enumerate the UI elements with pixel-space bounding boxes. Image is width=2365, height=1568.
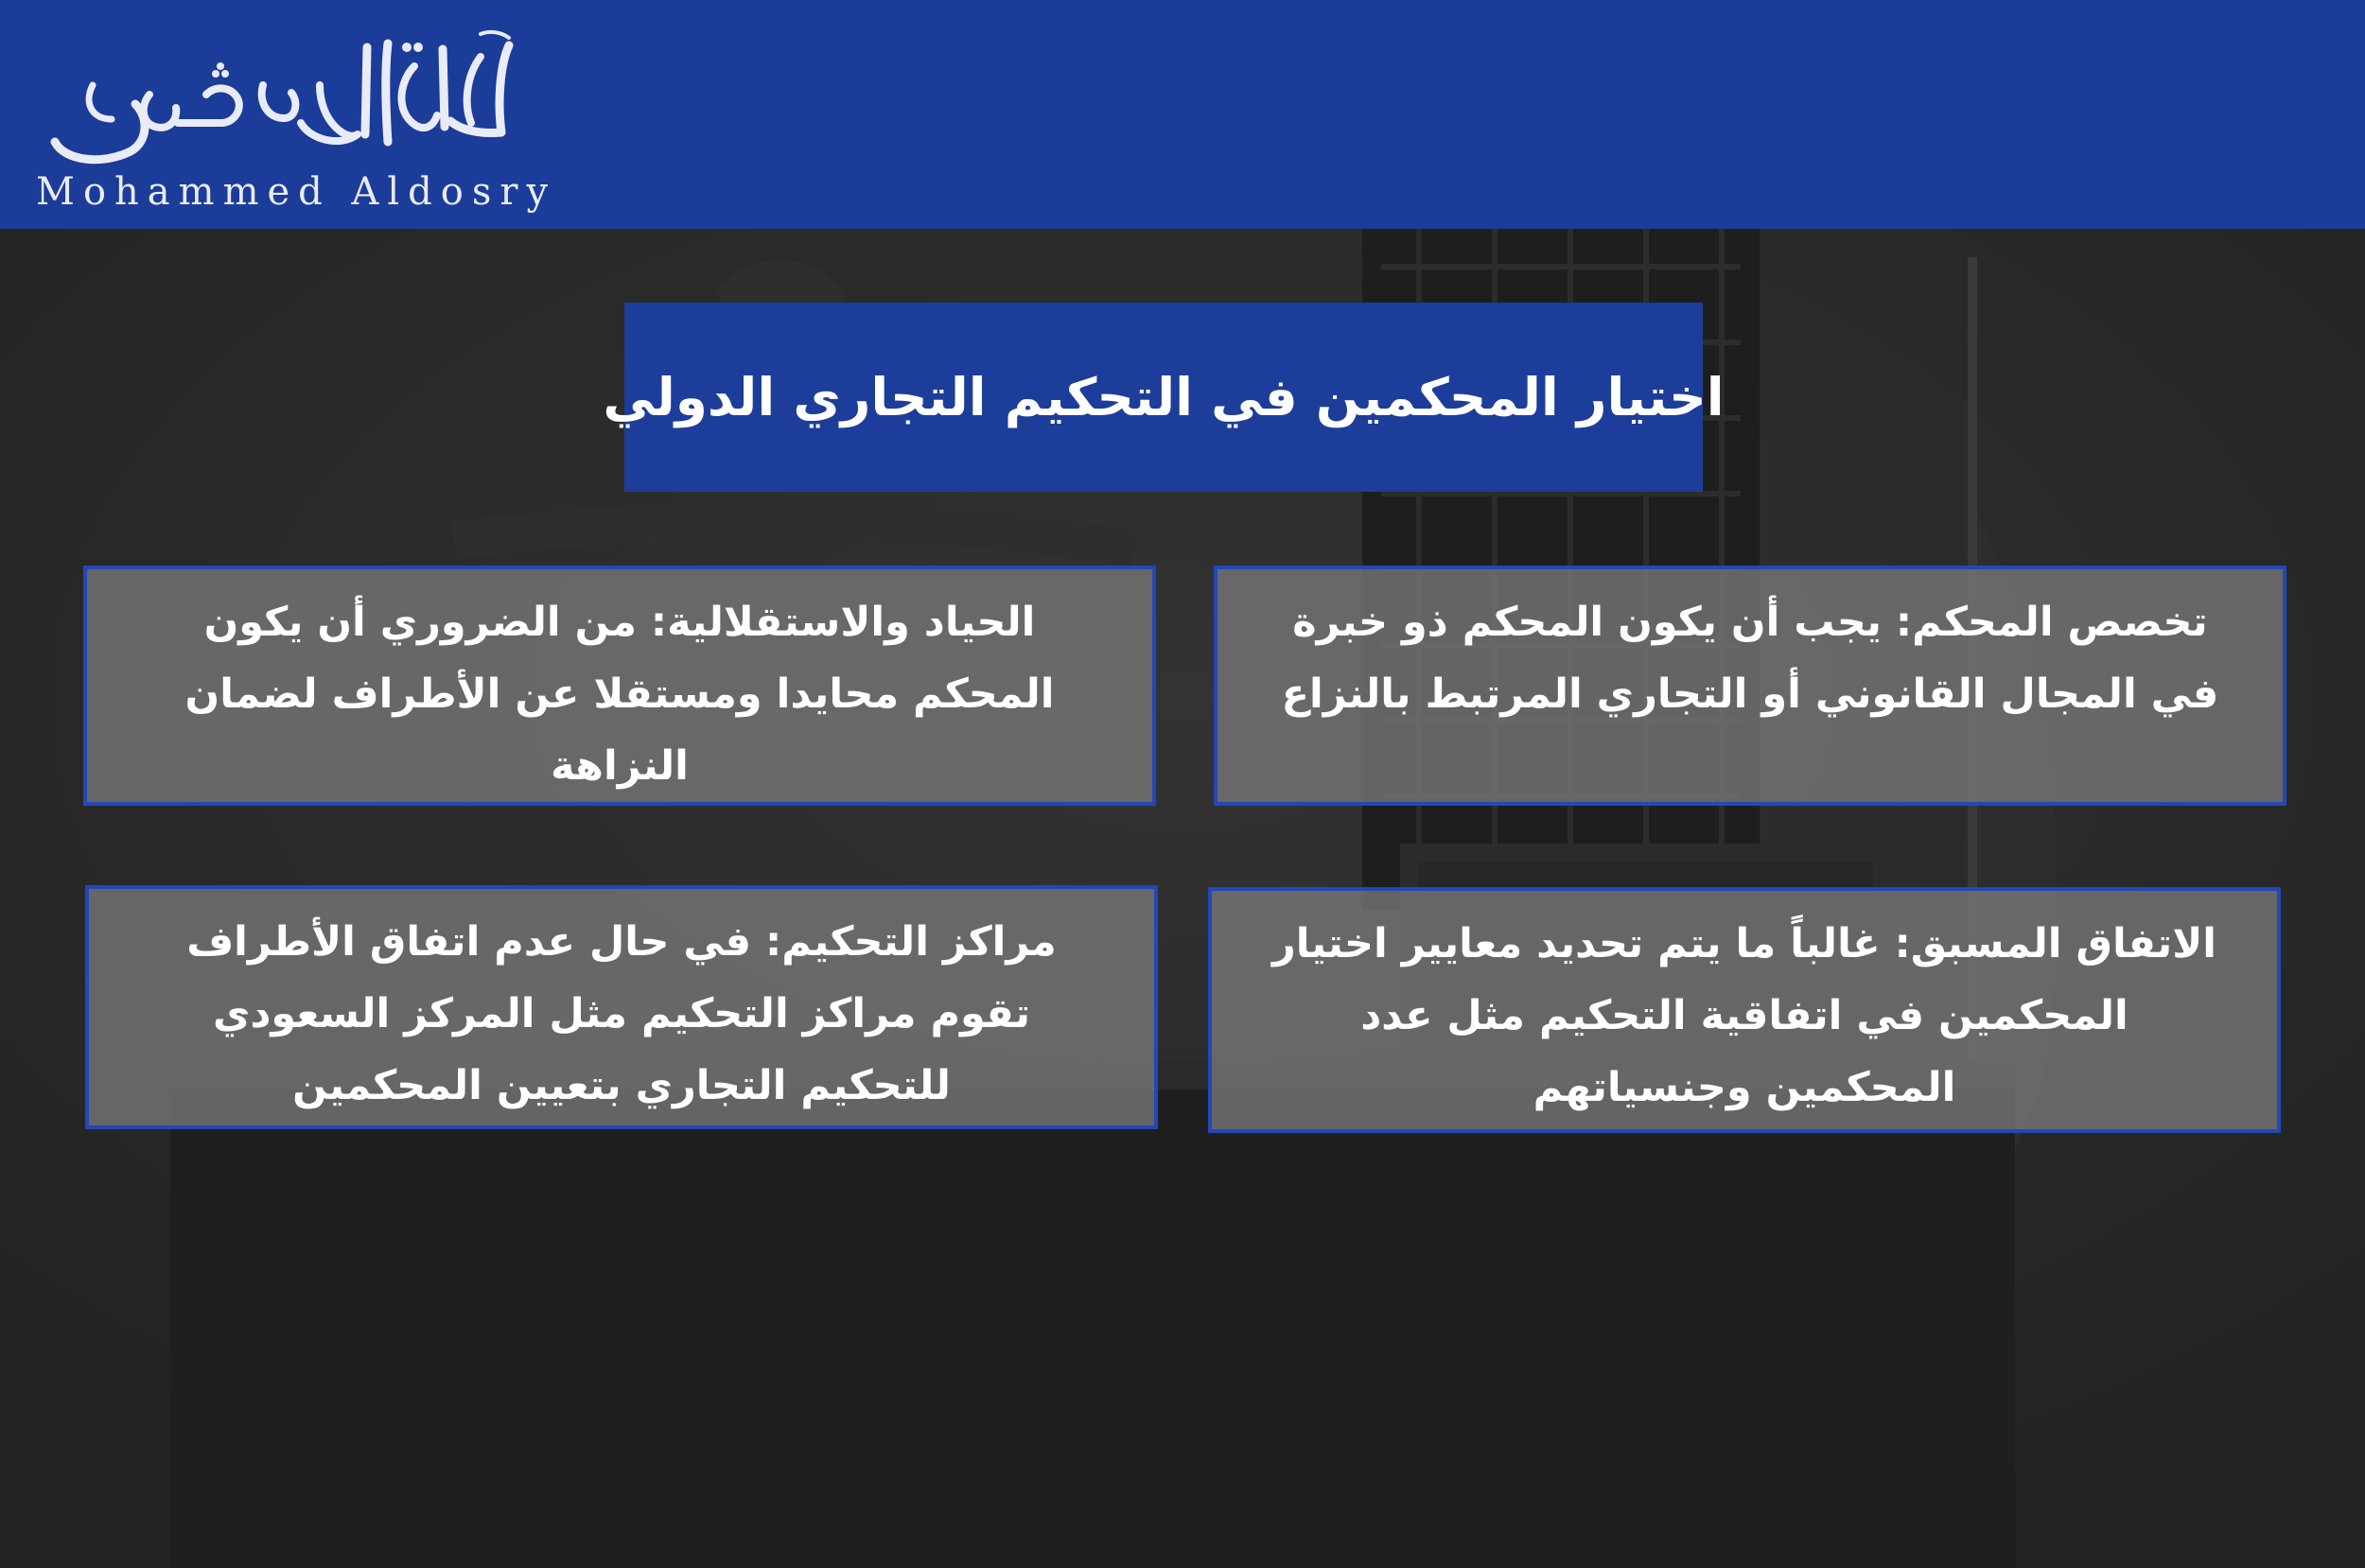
logo-latin-text: Mohammed Aldosry	[36, 170, 557, 214]
card-text: الاتفاق المسبق: غالباً ما يتم تحديد معايير اختيار المحكمين في اتفاقية التحكيم مثل عدد المحكمين وجنسياتهم	[1272, 920, 2216, 1111]
brand-logo[interactable]	[36, 28, 557, 218]
card-text: تخصص المحكم: يجب أن يكون المحكم ذو خبرة في المجال القانوني أو التجاري المرتبط بالنزاع	[1281, 599, 2219, 718]
card-text: الحياد والاستقلالية: من الضروري أن يكون المحكم محايدا ومستقلا عن الأطراف لضمان النزاهة	[184, 599, 1055, 790]
page-title: اختيار المحكمين في التحكيم التجاري الدولي	[603, 367, 1725, 427]
page-title-box	[603, 303, 1725, 492]
info-card-neutrality	[83, 566, 1156, 806]
header-bar	[0, 0, 2365, 229]
card-text: مراكز التحكيم: في حال عدم اتفاق الأطراف تقوم مراكز التحكيم مثل المركز السعودي للتحكيم التجاري بتعيين المحكمين	[186, 918, 1057, 1109]
info-card-prior-agreement	[1208, 887, 2281, 1133]
calligraphy-logo-mark	[36, 28, 528, 170]
info-card-arbitration-centers	[85, 885, 1158, 1129]
info-card-arbitrator-expertise	[1214, 566, 2286, 806]
